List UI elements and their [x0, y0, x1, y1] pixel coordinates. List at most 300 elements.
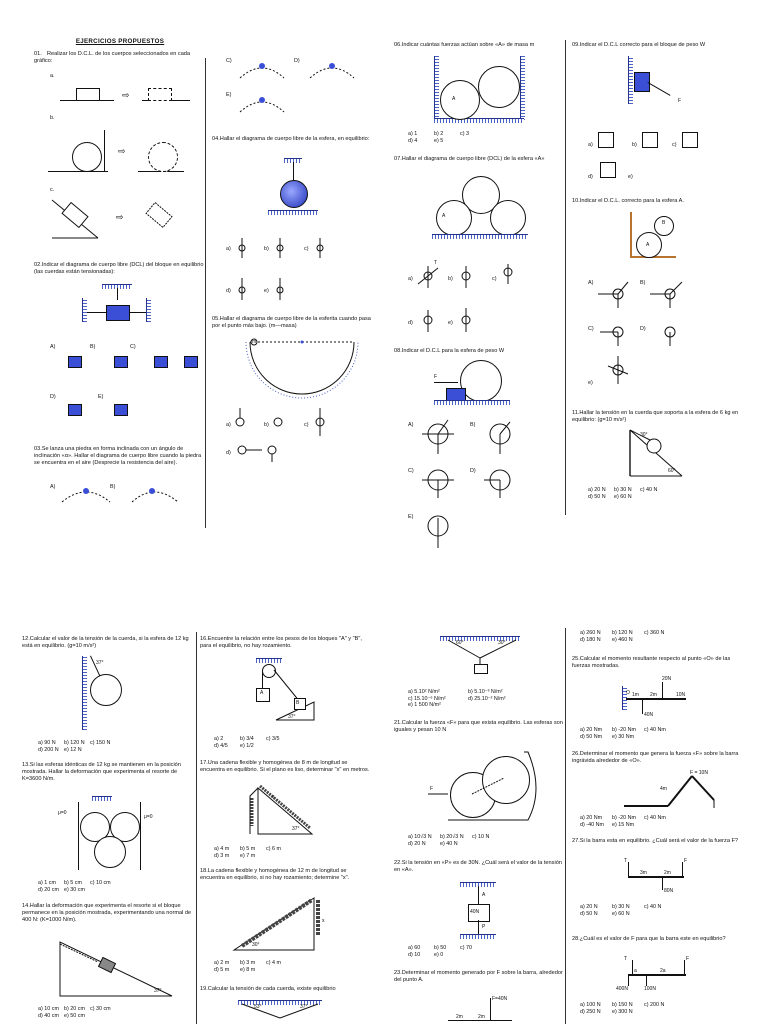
- column-divider-4: [565, 628, 566, 1024]
- q19-text: Calcular la tensión de cada cuerda, existe equilibrio: [207, 986, 336, 992]
- q08-text: Indicar el D.C.L para la esfera de peso W: [401, 348, 505, 354]
- q27-diagram: [624, 858, 694, 898]
- q11-number: 11.: [572, 410, 580, 416]
- q12-number: 12.: [22, 636, 30, 642]
- q06-number: 06.: [394, 42, 402, 48]
- q01-label-b: b.: [50, 115, 55, 121]
- q26-diagram: [618, 770, 718, 810]
- q28-opt-d[interactable]: d) 250 N: [580, 1008, 601, 1015]
- q08-options: [408, 418, 548, 552]
- q18-number: 18.: [200, 868, 208, 874]
- q08-force-label: F: [434, 374, 438, 380]
- q26-options: [580, 815, 710, 828]
- q05-opt-c[interactable]: c): [304, 422, 309, 428]
- q26-opt-c[interactable]: c) 40 Nm: [644, 815, 666, 821]
- q12-opt-a[interactable]: a) 90 N: [38, 740, 56, 746]
- q02-text: Indicar el diagrama de cuerpo libre (DCL) del bloque en equilibrio (las cuerdas están tensionadas):: [34, 262, 204, 275]
- q13-opt-d[interactable]: d) 20 cm: [38, 886, 59, 893]
- q14-opt-d[interactable]: d) 40 cm: [38, 1012, 59, 1019]
- question-22: [394, 860, 564, 874]
- q11-options: [588, 487, 698, 500]
- transform-arrow-icon-2: ⇨: [118, 146, 126, 156]
- q09-force-label: F: [678, 98, 682, 104]
- q06-opt-e[interactable]: e) 5: [434, 137, 444, 144]
- page-title: EJERCICIOS PROPUESTOS: [75, 38, 165, 45]
- q03-options-cont: [226, 56, 376, 112]
- q16-opt-b[interactable]: b) 3/4: [240, 736, 254, 742]
- q19-diagram: [232, 1000, 332, 1020]
- q18-opt-c[interactable]: c) 4 m: [266, 960, 281, 966]
- q28-tension-label: T: [624, 956, 628, 962]
- q24-options: [580, 630, 710, 643]
- q17-angle: 37°: [292, 826, 300, 832]
- q20-opt-a[interactable]: a) 5.10² N/m²: [408, 689, 440, 695]
- q28-opt-e[interactable]: e) 300 N: [612, 1008, 633, 1015]
- q13-diagram: [58, 796, 160, 872]
- q18-opt-e[interactable]: e) 8 m: [240, 966, 256, 973]
- q23-force-label: F=40N: [492, 996, 508, 1002]
- q12-opt-c[interactable]: c) 150 N: [90, 740, 111, 746]
- q22-opt-e[interactable]: e) 0: [434, 951, 444, 958]
- q26-dist-label: 4m: [660, 786, 667, 792]
- q13-text: Si las esferas idénticas de 12 kg se mantienen en la posición mostrada. Hallar la deformación que experimenta el resorte de K=3600 N/m.: [22, 762, 181, 782]
- q11-opt-a[interactable]: a) 20 N: [588, 487, 606, 493]
- q25-opt-a[interactable]: a) 20 Nm: [580, 727, 603, 733]
- q01-number: 01.: [34, 51, 42, 57]
- q27-opt-e[interactable]: e) 60 N: [612, 910, 630, 917]
- q21-text: Calcular la fuerza «F» para que exista equilibrio. Las esferas son iguales y pesan 10 N: [394, 720, 563, 733]
- q27-dist-2: 2m: [664, 870, 671, 876]
- question-04: [212, 136, 380, 143]
- q07-opt-c[interactable]: c): [492, 276, 497, 282]
- question-10: [572, 198, 742, 205]
- q16-opt-c[interactable]: c) 3/5: [266, 736, 280, 742]
- q23-diagram: [448, 996, 518, 1022]
- q02-opt-c[interactable]: C): [130, 344, 136, 350]
- q14-opt-c[interactable]: c) 30 cm: [90, 1006, 111, 1012]
- q24-opt-a[interactable]: a) 260 N: [580, 630, 601, 636]
- q20-opt-c[interactable]: c) 15.10⁻⁶ N/m²: [408, 695, 446, 702]
- q12-options: [38, 740, 158, 753]
- q27-force-label: F: [684, 858, 688, 864]
- question-17: [200, 760, 372, 774]
- q16-angle: 37°: [288, 714, 296, 720]
- q03-text: Se lanza una piedra en forma inclinada con un ángulo de inclinación «α». Hallar el diagrama de cuerpo libre cuando la piedra se encuentra en el aire (Desprecie la resistencia del aire).: [34, 446, 202, 466]
- q21-opt-b[interactable]: b) 20√3 N: [440, 834, 464, 840]
- q16-opt-e[interactable]: e) 1/2: [240, 742, 254, 749]
- q27-tension-label: T: [624, 858, 628, 864]
- question-25: [572, 656, 742, 670]
- q12-diagram: [82, 656, 132, 732]
- q19-angle-37: 37°: [300, 1004, 308, 1010]
- q10-number: 10.: [572, 198, 580, 204]
- q06-label-A: A: [452, 96, 456, 102]
- q20-opt-b[interactable]: b) 5.10⁻³ N/m²: [468, 689, 503, 695]
- column-divider-2: [565, 40, 566, 515]
- q04-options: [226, 238, 376, 300]
- q23-dist-2: 2m: [478, 1014, 485, 1020]
- q04-opt-a[interactable]: a): [226, 246, 231, 252]
- q05-opt-d[interactable]: d): [226, 450, 231, 456]
- q25-options: [580, 727, 710, 740]
- q05-number: 05.: [212, 316, 220, 322]
- q09-opt-d[interactable]: d): [588, 174, 593, 180]
- q01-diagram-a: [60, 84, 190, 104]
- q23-text: Determinar el momento generado por F sobre la barra, alrededor del punto A.: [394, 970, 563, 983]
- q17-opt-e[interactable]: e) 7 m: [240, 852, 256, 859]
- q26-number: 26.: [572, 751, 580, 757]
- q20-opt-d[interactable]: d) 25.10⁻² N/m²: [468, 695, 506, 702]
- svg-text:⇨: ⇨: [116, 212, 124, 222]
- q20-opt-e[interactable]: e) 1 500 N/m²: [408, 702, 441, 708]
- q26-opt-d[interactable]: d) -40 Nm: [580, 821, 604, 828]
- q01-label-c: c.: [50, 187, 55, 193]
- q21-opt-e[interactable]: e) 40 N: [440, 840, 458, 847]
- q22-diagram: [456, 882, 506, 940]
- q02-opt-a[interactable]: A): [50, 344, 56, 350]
- question-21: [394, 720, 564, 734]
- q21-opt-c[interactable]: c) 10 N: [472, 834, 490, 840]
- q02-options: [50, 340, 210, 420]
- q03-opt-e[interactable]: E): [226, 92, 232, 98]
- q09-text: Indicar el D.C.L correcto para el bloque de peso W: [579, 42, 706, 48]
- q19-number: 19.: [200, 986, 208, 992]
- q09-opt-b[interactable]: b): [632, 142, 637, 148]
- q04-opt-d[interactable]: d): [226, 288, 231, 294]
- question-27: [572, 838, 742, 845]
- q25-opt-d[interactable]: d) 50 Nm: [580, 733, 603, 740]
- question-12: [22, 636, 192, 650]
- question-18: [200, 868, 372, 882]
- q20-angle-60: 60°: [456, 640, 464, 646]
- q10-diagram: [630, 212, 678, 260]
- q22-number: 22.: [394, 860, 402, 866]
- q25-force-20: 20N: [662, 676, 672, 682]
- q05-mass-label: m: [252, 339, 257, 345]
- q28-dist-a: a: [634, 968, 637, 974]
- q24-opt-d[interactable]: d) 180 N: [580, 636, 601, 643]
- q25-pivot-O: O: [626, 690, 630, 696]
- q22-opt-d[interactable]: d) 10: [408, 951, 421, 958]
- question-08: [394, 348, 564, 355]
- q28-options: [580, 1002, 710, 1015]
- q28-number: 28.: [572, 936, 580, 942]
- q25-force-10: 10N: [676, 692, 686, 698]
- q25-text: Calcular el momento resultante respecto al punto «O» de las fuerzas mostradas.: [572, 656, 731, 669]
- q27-text: Si la barra esta en equilibrio. ¿Cuál será el valor de la fuerza F?: [579, 838, 739, 844]
- q13-opt-e[interactable]: e) 30 cm: [64, 886, 85, 893]
- q02-number: 02.: [34, 262, 42, 268]
- q03-number: 03.: [34, 446, 42, 452]
- q22-text: Si la tensión en «P» es de 30N. ¿Cuál será el valor de la tensión en «A».: [394, 860, 562, 873]
- q14-diagram: [58, 940, 174, 998]
- q10-label-B: B: [662, 220, 666, 226]
- q14-opt-b[interactable]: b) 20 cm: [64, 1006, 85, 1012]
- q17-opt-c[interactable]: c) 6 m: [266, 846, 281, 852]
- q28-force-label: F: [686, 956, 690, 962]
- q08-opt-e[interactable]: E): [408, 514, 414, 520]
- q09-number: 09.: [572, 42, 580, 48]
- q09-opt-a[interactable]: a): [588, 142, 593, 148]
- q24-opt-b[interactable]: b) 120 N: [612, 630, 633, 636]
- q17-diagram: [248, 786, 328, 836]
- q28-weight-100: 100N: [644, 986, 656, 992]
- q04-text: Hallar el diagrama de cuerpo libre de la esfera, en equilibrio:: [219, 136, 370, 142]
- question-13: [22, 762, 192, 783]
- q09-options: [588, 128, 728, 186]
- q01-label-a: a.: [50, 73, 55, 79]
- q11-opt-b[interactable]: b) 30 N: [614, 487, 632, 493]
- q07-opt-b[interactable]: b): [448, 276, 453, 282]
- q03-opt-d[interactable]: D): [294, 58, 300, 64]
- q27-number: 27.: [572, 838, 580, 844]
- q04-number: 04.: [212, 136, 220, 142]
- q10-opt-e[interactable]: e): [588, 380, 593, 386]
- q26-force-label: F = 10N: [690, 770, 708, 776]
- q27-opt-b[interactable]: b) 30 N: [612, 904, 630, 910]
- q11-angle-60: 60°: [668, 468, 676, 474]
- q11-opt-d[interactable]: d) 50 N: [588, 493, 606, 500]
- q02-diagram: [82, 284, 152, 326]
- q03-options: [50, 482, 200, 512]
- q06-opt-d[interactable]: d) 4: [408, 137, 418, 144]
- q27-dist-1: 3m: [640, 870, 647, 876]
- q04-opt-e[interactable]: e): [264, 288, 269, 294]
- q10-opt-d[interactable]: D): [640, 326, 646, 332]
- q25-opt-b[interactable]: b) -20 Nm: [612, 727, 636, 733]
- question-07: [394, 156, 564, 163]
- q27-opt-d[interactable]: d) 50 N: [580, 910, 598, 917]
- q08-opt-d[interactable]: D): [470, 468, 476, 474]
- q13-options: [38, 880, 158, 893]
- q12-opt-e[interactable]: e) 12 N: [64, 746, 82, 753]
- q23-dist-1: 2m: [456, 1014, 463, 1020]
- q11-diagram: [628, 428, 684, 478]
- q22-label-P: P: [482, 924, 486, 930]
- question-06: [394, 42, 564, 49]
- q08-opt-a[interactable]: A): [408, 422, 414, 428]
- column-divider-3: [196, 632, 197, 1024]
- q18-opt-b[interactable]: b) 3 m: [240, 960, 256, 966]
- q26-opt-a[interactable]: a) 20 Nm: [580, 815, 603, 821]
- col-q01-q03: [34, 38, 206, 65]
- q14-number: 14.: [22, 903, 30, 909]
- q18-opt-a[interactable]: a) 2 m: [214, 960, 230, 966]
- q07-opt-a[interactable]: a): [408, 276, 413, 282]
- q17-opt-b[interactable]: b) 5 m: [240, 846, 256, 852]
- q18-text: La cadena flexible y homogénea de 12 m de longitud se encuentra en equilibrio, si no hay rozamiento; determine "x".: [200, 868, 350, 881]
- q25-opt-c[interactable]: c) 40 Nm: [644, 727, 666, 733]
- question-23: [394, 970, 564, 984]
- q07-diagram: [432, 176, 530, 240]
- q21-opt-d[interactable]: d) 20 N: [408, 840, 426, 847]
- q27-opt-a[interactable]: a) 20 N: [580, 904, 598, 910]
- q04-diagram: [268, 158, 318, 218]
- q28-text: ¿Cuál es el valor de F para que la barra este en equilibrio?: [579, 936, 726, 942]
- q13-opt-b[interactable]: b) 5 cm: [64, 880, 82, 886]
- q22-opt-c[interactable]: c) 70: [460, 945, 472, 951]
- q16-diagram: [246, 658, 316, 722]
- q02-opt-e[interactable]: E): [98, 394, 104, 400]
- q13-mu-right: μ=0: [144, 814, 153, 820]
- question-02: [34, 262, 206, 276]
- q05-options: [226, 408, 376, 458]
- q22-opt-b[interactable]: b) 50: [434, 945, 447, 951]
- question-16: [200, 636, 372, 650]
- q21-number: 21.: [394, 720, 402, 726]
- q05-diagram: [246, 338, 358, 398]
- q27-weight-label: 80N: [664, 888, 674, 894]
- q17-options: [214, 846, 334, 859]
- q06-options: [408, 131, 508, 144]
- q20-angle-30: 30°: [498, 640, 506, 646]
- q22-label-A: A: [482, 892, 486, 898]
- q01-diagram-c: [48, 196, 188, 240]
- q04-opt-b[interactable]: b): [264, 246, 269, 252]
- q06-opt-b[interactable]: b) 2: [434, 131, 444, 137]
- q17-opt-d[interactable]: d) 3 m: [214, 852, 230, 859]
- q03-opt-a[interactable]: A): [50, 484, 56, 490]
- question-11: [572, 410, 742, 424]
- q13-mu-left: μ=0: [58, 810, 67, 816]
- q07-opt-d[interactable]: d): [408, 320, 413, 326]
- q03-opt-b[interactable]: B): [110, 484, 116, 490]
- q06-diagram: [434, 56, 526, 122]
- q05-opt-b[interactable]: b): [264, 422, 269, 428]
- question-05: [212, 316, 380, 330]
- q09-opt-c[interactable]: c): [672, 142, 677, 148]
- q26-opt-b[interactable]: b) -20 Nm: [612, 815, 636, 821]
- q09-diagram: [628, 56, 688, 110]
- q14-text: Hallar la deformación que experimenta el resorte si el bloque permanece en la posición mostrada, experimentando una normal de 400 N: (K=1000 N/m).: [22, 903, 192, 923]
- q24-opt-c[interactable]: c) 360 N: [644, 630, 665, 636]
- q27-options: [580, 904, 710, 917]
- q08-number: 08.: [394, 348, 402, 354]
- q21-opt-a[interactable]: a) 10√3 N: [408, 834, 432, 840]
- q07-text: Hallar el diagrama de cuerpo libre (DCL) de la esfera «A»: [401, 156, 545, 162]
- q21-force-label: F: [430, 786, 434, 792]
- question-19: [200, 986, 372, 993]
- q14-opt-a[interactable]: a) 10 cm: [38, 1006, 59, 1012]
- q13-opt-c[interactable]: c) 10 cm: [90, 880, 111, 886]
- q25-opt-e[interactable]: e) 30 Nm: [612, 733, 635, 740]
- q05-opt-a[interactable]: a): [226, 422, 231, 428]
- question-03: [34, 446, 206, 467]
- q12-opt-d[interactable]: d) 200 N: [38, 746, 59, 753]
- q12-angle: 37°: [96, 660, 104, 666]
- q16-label-B: B: [296, 700, 300, 706]
- q11-opt-e[interactable]: e) 60 N: [614, 493, 632, 500]
- q09-opt-e[interactable]: e): [628, 174, 633, 180]
- column-divider: [205, 58, 206, 528]
- question-01: [34, 51, 206, 65]
- q28-weight-400: 400N: [616, 986, 628, 992]
- q22-options: [408, 945, 528, 958]
- q02-opt-b[interactable]: B): [90, 344, 96, 350]
- q12-opt-b[interactable]: b) 120 N: [64, 740, 85, 746]
- q02-opt-d[interactable]: D): [50, 394, 56, 400]
- q07-label-A: A: [442, 213, 446, 219]
- q06-opt-c[interactable]: c) 3: [460, 131, 469, 137]
- q17-text: Una cadena flexible y homogénea de 8 m de longitud se encuentra en equilibrio. Si el plano es liso, determinar "x" en metros.: [200, 760, 370, 773]
- q06-opt-a[interactable]: a) 1: [408, 131, 418, 137]
- q10-opt-a[interactable]: A): [588, 280, 594, 286]
- q18-opt-d[interactable]: d) 5 m: [214, 966, 230, 973]
- q26-text: Determinar el momento que genera la fuerza «F» sobre la barra ingrávida alrededor de «O».: [572, 751, 739, 764]
- q11-opt-c[interactable]: c) 40 N: [640, 487, 658, 493]
- q18-options: [214, 960, 334, 973]
- q05-text: Hallar el diagrama de cuerpo libre de la esferita cuando pasa por el punto más bajo. (m—masa): [212, 316, 371, 329]
- q07-opt-e[interactable]: e): [448, 320, 453, 326]
- q16-opt-a[interactable]: a) 2: [214, 736, 224, 742]
- transform-arrow-icon: ⇨: [122, 90, 130, 100]
- q26-opt-e[interactable]: e) 15 Nm: [612, 821, 635, 828]
- q10-text: Indicar el D.C.L. correcto para la esfera A.: [579, 198, 684, 204]
- q27-opt-c[interactable]: c) 40 N: [644, 904, 662, 910]
- q08-diagram: [434, 360, 510, 406]
- q18-diagram: [232, 896, 332, 952]
- q08-opt-c[interactable]: C): [408, 468, 414, 474]
- q25-diagram: [622, 676, 692, 720]
- question-09: [572, 42, 742, 49]
- q28-opt-b[interactable]: b) 150 N: [612, 1002, 633, 1008]
- q22-weight-label: 40N: [470, 909, 480, 915]
- question-28: [572, 936, 742, 943]
- q10-opt-c[interactable]: C): [588, 326, 594, 332]
- q14-options: [38, 1006, 158, 1019]
- q28-opt-c[interactable]: c) 200 N: [644, 1002, 665, 1008]
- q11-text: Hallar la tensión en la cuerda que soporta a la esfera de 6 kg en equilibrio: (g=10 m/s²): [572, 410, 739, 423]
- q18-angle: 30°: [252, 942, 260, 948]
- q22-opt-a[interactable]: a) 60: [408, 945, 421, 951]
- q13-number: 13.: [22, 762, 30, 768]
- q17-x-label: x: [272, 794, 275, 800]
- q01-diagram-b: [48, 128, 188, 174]
- q21-diagram: [428, 750, 548, 822]
- q10-options: [588, 276, 728, 394]
- q07-number: 07.: [394, 156, 402, 162]
- q16-text: Encuentre la relación entre los pesos de los bloques "A" y "B", para el equilibrio, no hay rozamiento.: [200, 636, 362, 649]
- q14-opt-e[interactable]: e) 50 cm: [64, 1012, 85, 1019]
- q18-x-label: x: [322, 918, 325, 924]
- question-14: [22, 903, 192, 924]
- q16-label-A: A: [260, 690, 264, 696]
- q01-text: Realizar los D.C.L. de los cuerpos seleccionados en cada gráfico:: [34, 51, 191, 64]
- q23-number: 23.: [394, 970, 402, 976]
- q07-tension-label: T: [434, 260, 438, 266]
- q03-opt-c[interactable]: C): [226, 58, 232, 64]
- q28-diagram: [616, 956, 694, 996]
- q12-text: Calcular el valor de la tensión de la cuerda, si la esfera de 12 kg está en equilibrio. (g=10 m/s²): [22, 636, 189, 649]
- q14-angle: 37°: [154, 988, 162, 994]
- q16-opt-d[interactable]: d) 4/5: [214, 742, 228, 749]
- question-26: [572, 751, 742, 765]
- q25-number: 25.: [572, 656, 580, 662]
- q28-dist-2a: 2a: [660, 968, 666, 974]
- q13-opt-a[interactable]: a) 1 cm: [38, 880, 56, 886]
- q16-number: 16.: [200, 636, 208, 642]
- q24-opt-e[interactable]: e) 460 N: [612, 636, 633, 643]
- q25-dist-2: 2m: [650, 692, 657, 698]
- q10-opt-b[interactable]: B): [640, 280, 646, 286]
- q04-opt-c[interactable]: c): [304, 246, 309, 252]
- q21-options: [408, 834, 528, 847]
- q08-opt-b[interactable]: B): [470, 422, 476, 428]
- q17-opt-a[interactable]: a) 4 m: [214, 846, 230, 852]
- q07-options: [408, 258, 548, 334]
- q19-angle-53: 53°: [254, 1004, 262, 1010]
- q28-opt-a[interactable]: a) 100 N: [580, 1002, 601, 1008]
